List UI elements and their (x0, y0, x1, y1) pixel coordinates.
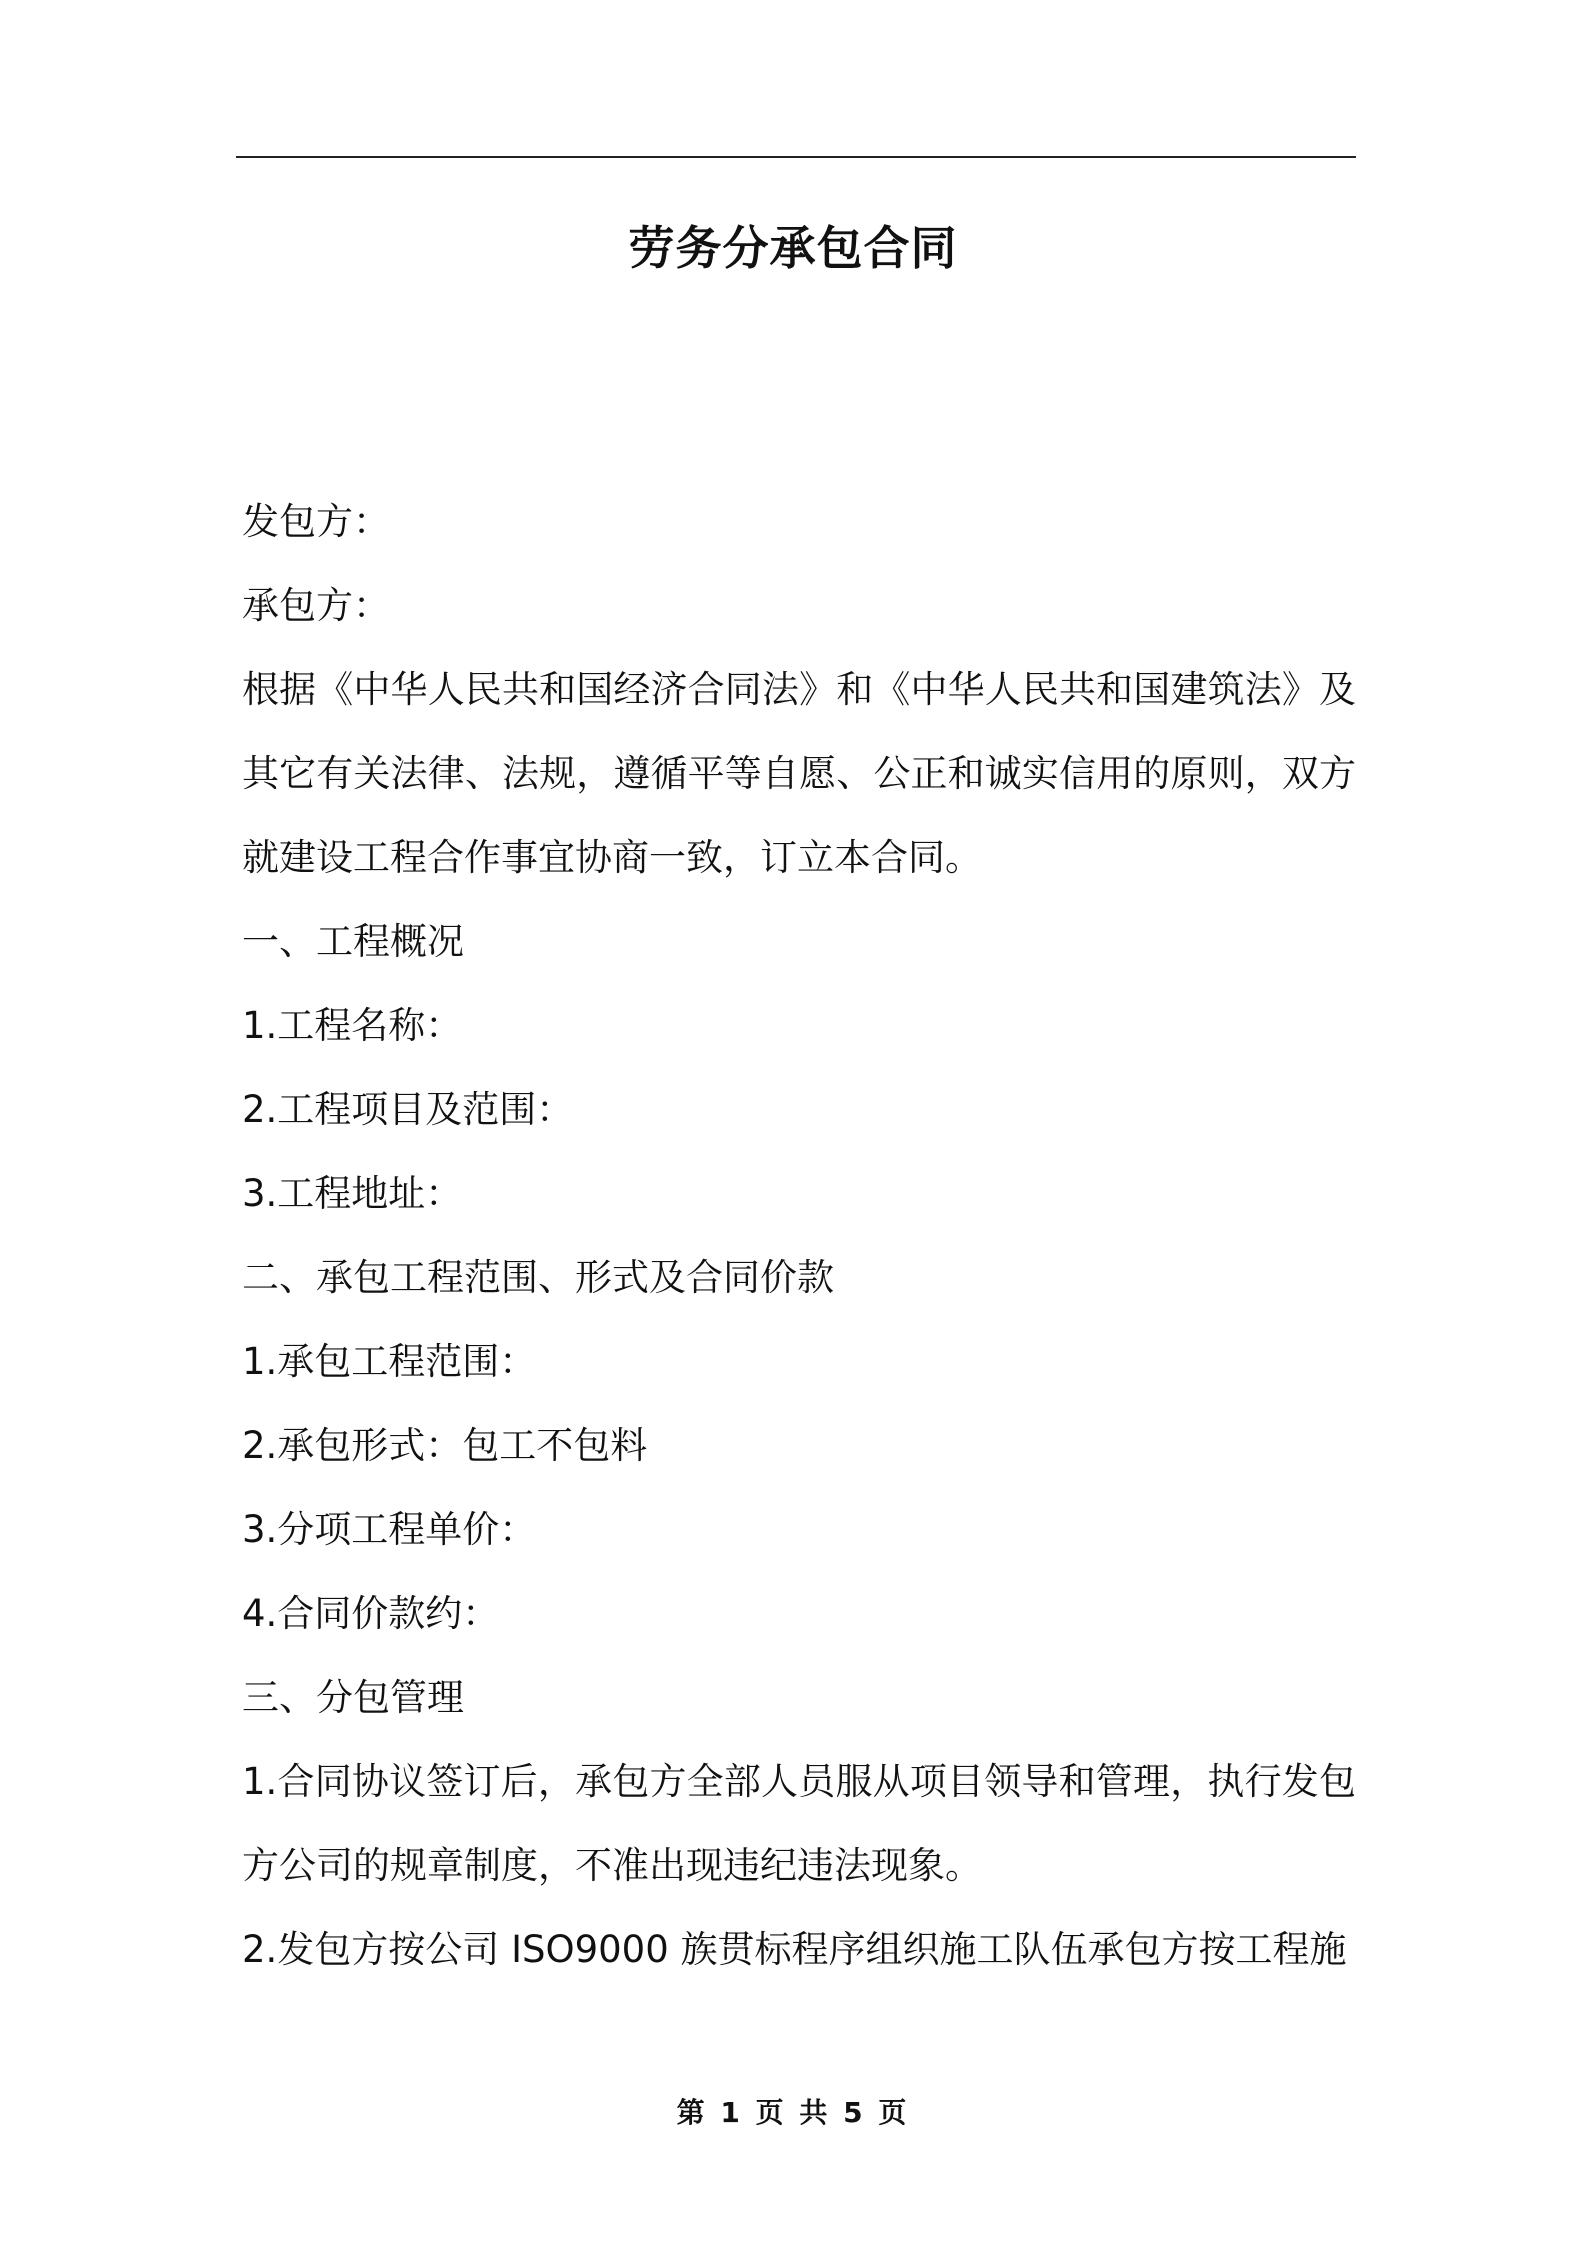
item-management-rule-1: 1.合同协议签订后，承包方全部人员服从项目领导和管理，执行发包方公司的规章制度，不准出现违纪违法现象。 (242, 1760, 1356, 1887)
item-contract-scope: 1.承包工程范围： (242, 1340, 537, 1383)
item-unit-price: 3.分项工程单价： (242, 1508, 537, 1551)
item-project-scope: 2.工程项目及范围： (242, 1088, 574, 1131)
page-number-footer: 第 1 页 共 5 页 (676, 2096, 910, 2129)
paragraph-preamble: 根据《中华人民共和国经济合同法》和《中华人民共和国建筑法》及其它有关法律、法规，遵循平等自愿、公正和诚实信用的原则，双方就建设工程合作事宜协商一致，订立本合同。 (242, 668, 1356, 879)
item-contract-price: 4.合同价款约： (242, 1592, 500, 1635)
item-project-address: 3.工程地址： (242, 1172, 463, 1215)
document-title: 劳务分承包合同 (628, 221, 958, 275)
item-management-rule-2: 2.发包方按公司 ISO9000 族贯标程序组织施工队伍承包方按工程施 (242, 1928, 1347, 1971)
paragraph-contractor-receiver: 承包方： (242, 584, 390, 627)
item-project-name: 1.工程名称： (242, 1004, 463, 1047)
section-heading-contract-scope-price: 二、承包工程范围、形式及合同价款 (242, 1256, 834, 1299)
item-contract-form: 2.承包形式：包工不包料 (242, 1424, 648, 1467)
header-rule (236, 156, 1356, 158)
document-body (242, 480, 1356, 1992)
paragraph-contractor-issuer: 发包方： (242, 500, 390, 543)
section-heading-subcontract-management: 三、分包管理 (242, 1676, 464, 1719)
section-heading-project-overview: 一、工程概况 (242, 920, 464, 963)
